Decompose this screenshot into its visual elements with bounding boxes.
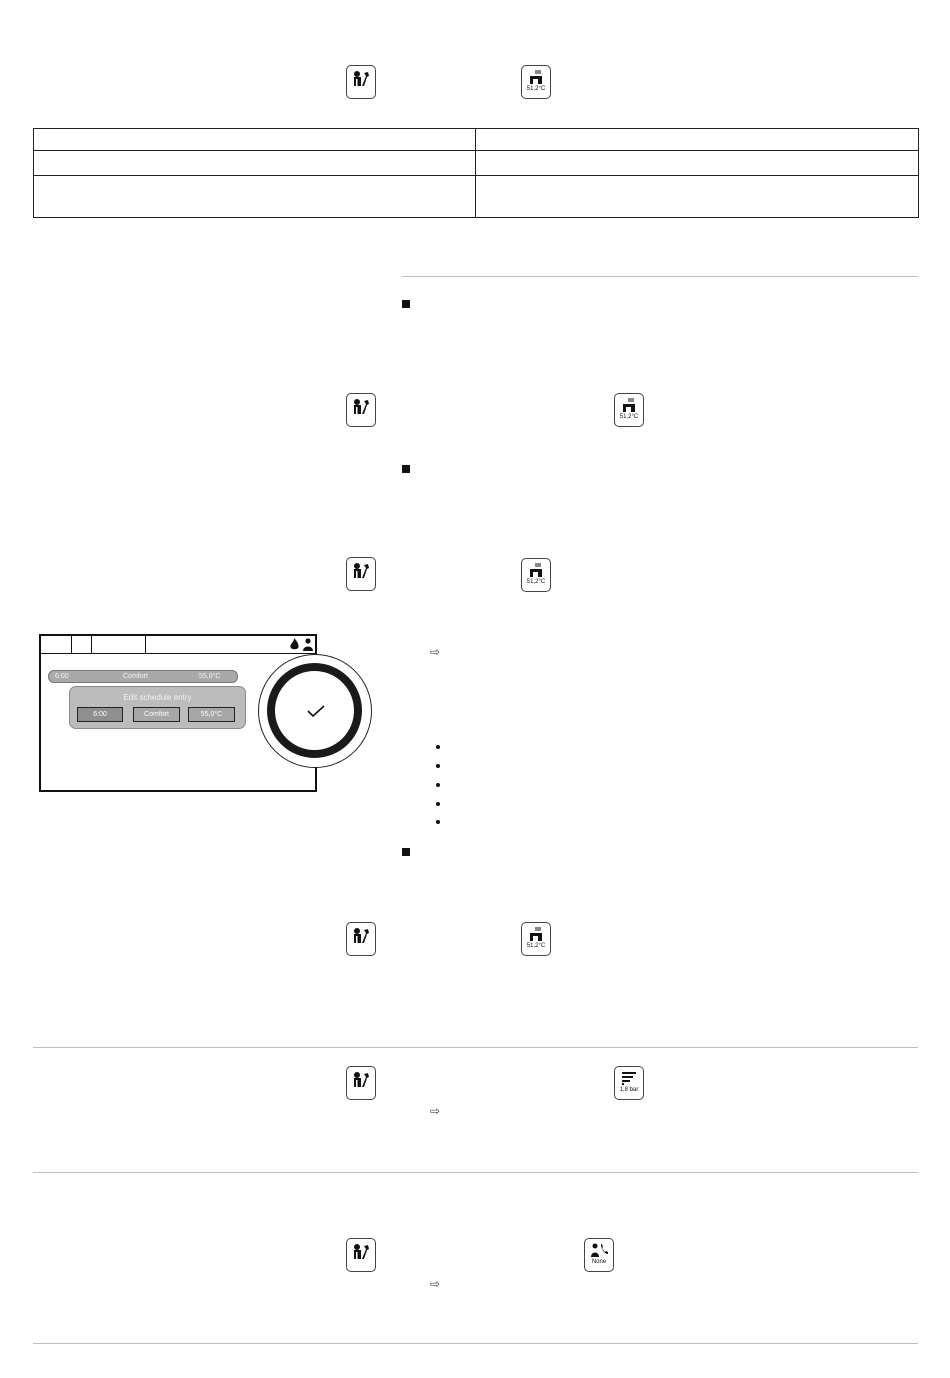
installer-wrench-icon xyxy=(351,1242,371,1262)
hot-water-value: 51,2°C xyxy=(526,943,546,949)
list-bullet xyxy=(436,745,440,749)
hot-water-value: 51,2°C xyxy=(619,414,639,420)
section-divider xyxy=(402,276,918,277)
list-bullet xyxy=(436,820,440,824)
list-bullet xyxy=(436,802,440,806)
flame-icon xyxy=(290,638,299,651)
temperature-field[interactable]: 55,0°C xyxy=(188,707,235,722)
table-cell xyxy=(34,151,476,176)
list-bullet xyxy=(436,783,440,787)
installer-wrench-icon xyxy=(351,926,371,946)
checkmark-icon xyxy=(307,705,325,717)
installer-button[interactable] xyxy=(346,557,376,591)
hot-water-button[interactable] xyxy=(521,922,551,956)
installer-button[interactable] xyxy=(346,393,376,427)
result-arrow-icon: ⇨ xyxy=(430,645,441,659)
hot-water-button[interactable] xyxy=(521,65,551,99)
pressure-button[interactable] xyxy=(614,1066,644,1100)
installer-button[interactable] xyxy=(346,65,376,99)
hot-water-button[interactable] xyxy=(521,558,551,592)
hot-water-tap-icon xyxy=(526,562,546,578)
section-divider xyxy=(33,1047,918,1048)
installer-button[interactable] xyxy=(346,1238,376,1272)
service-contact-button[interactable] xyxy=(584,1238,614,1272)
schedule-row-mode: Comfort xyxy=(123,673,148,680)
installer-wrench-icon xyxy=(351,1070,371,1090)
time-field[interactable]: 6:00 xyxy=(77,707,123,722)
hot-water-tap-icon xyxy=(619,397,639,413)
installer-wrench-icon xyxy=(351,69,371,89)
schedule-row-time: 6:00 xyxy=(55,673,69,680)
display-status-bar xyxy=(41,636,315,654)
hot-water-tap-icon xyxy=(526,69,546,85)
service-phone-icon xyxy=(589,1242,609,1258)
user-icon xyxy=(303,638,313,651)
status-divider xyxy=(91,636,92,653)
installer-button[interactable] xyxy=(346,1066,376,1100)
installer-wrench-icon xyxy=(351,397,371,417)
section-bullet xyxy=(402,848,410,856)
dialog-title: Edit schedule entry xyxy=(123,693,192,702)
schedule-row[interactable] xyxy=(48,670,238,683)
table-cell xyxy=(34,176,476,218)
mode-field[interactable]: Comfort xyxy=(133,707,180,722)
hot-water-value: 51,2°C xyxy=(526,579,546,585)
hot-water-tap-icon xyxy=(526,926,546,942)
confirm-knob[interactable] xyxy=(258,654,372,768)
table-cell xyxy=(476,129,919,151)
result-arrow-icon: ⇨ xyxy=(430,1104,441,1118)
hot-water-value: 51,2°C xyxy=(526,86,546,92)
installer-button[interactable] xyxy=(346,922,376,956)
pressure-bars-icon xyxy=(619,1070,639,1086)
result-arrow-icon: ⇨ xyxy=(430,1277,441,1291)
table-row xyxy=(34,176,919,218)
section-bullet xyxy=(402,465,410,473)
schedule-row-temp: 55,0°C xyxy=(199,673,221,680)
status-divider xyxy=(145,636,146,653)
section-divider xyxy=(33,1172,918,1173)
hot-water-button[interactable] xyxy=(614,393,644,427)
table-header-row xyxy=(34,129,919,151)
edit-schedule-dialog xyxy=(69,686,246,729)
status-divider xyxy=(71,636,72,653)
section-bullet xyxy=(402,300,410,308)
pressure-value: 1,8 bar xyxy=(619,1087,639,1093)
table-row xyxy=(34,151,919,176)
table-cell xyxy=(476,151,919,176)
service-value: None xyxy=(591,1259,607,1265)
table-cell xyxy=(476,176,919,218)
page-footer-divider xyxy=(33,1343,918,1344)
list-bullet xyxy=(436,764,440,768)
installer-wrench-icon xyxy=(351,561,371,581)
table-cell xyxy=(34,129,476,151)
settings-table xyxy=(33,128,919,218)
